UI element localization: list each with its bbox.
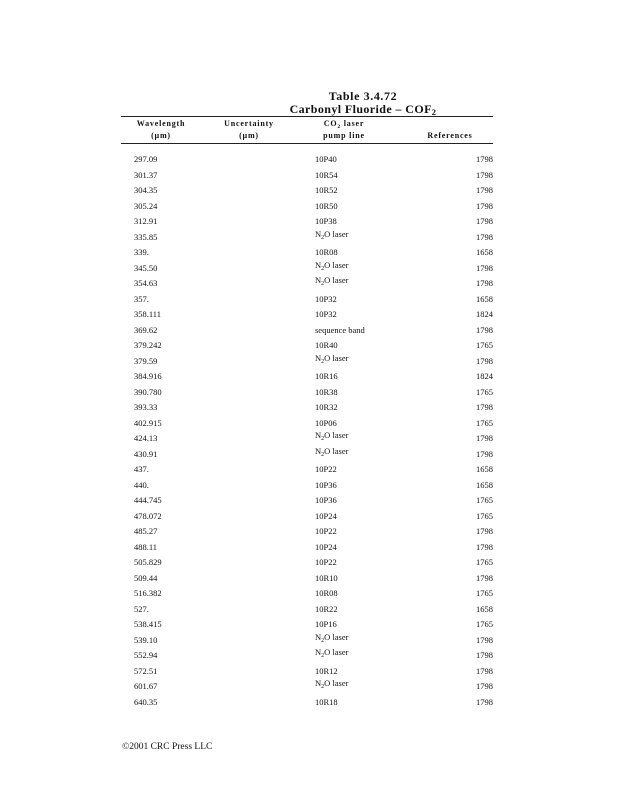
table-row — [0, 525, 617, 541]
reference-cell: 1798 — [476, 216, 493, 226]
wavelength-cell: 485.27 — [134, 526, 158, 536]
reference-cell: 1824 — [476, 309, 493, 319]
table-row — [0, 494, 617, 510]
table-row — [0, 386, 617, 402]
reference-cell: 1798 — [476, 650, 493, 660]
pump-line-cell: 10R12 — [315, 665, 338, 676]
pump-line-cell: $N_2O$ laser — [315, 228, 349, 241]
column-header-wavelength-line1: Wavelength — [136, 119, 186, 128]
wavelength-cell: 509.44 — [134, 572, 158, 583]
column-header-references: References — [427, 131, 473, 140]
pump-line-cell: 10R54 — [315, 169, 338, 180]
wavelength-cell: 527. — [134, 603, 149, 614]
column-header-uncertainty-line2: (µm) — [239, 131, 259, 140]
wavelength-cell: 488.11 — [134, 541, 158, 552]
pump-line-cell: 10R32 — [315, 402, 338, 412]
table-row — [0, 680, 617, 696]
column-header-pump-line1 — [310, 118, 378, 130]
pump-line-cell: $N_2O$ laser — [315, 647, 349, 659]
reference-cell: 1798 — [476, 200, 493, 211]
pump-line-cell: 10P36 — [315, 495, 337, 505]
pump-line-cell: 10P38 — [315, 216, 337, 226]
reference-cell: 1765 — [476, 557, 493, 567]
reference-cell: 1765 — [476, 619, 493, 629]
table-row — [0, 401, 617, 417]
header-bottom-rule — [121, 143, 493, 144]
reference-cell: 1798 — [476, 541, 493, 552]
reference-cell: 1798 — [476, 355, 493, 366]
table-row — [0, 370, 617, 386]
pump-line-cell: 10R50 — [315, 200, 338, 211]
reference-cell: 1658 — [476, 464, 493, 474]
pump-line-cell: 10R22 — [315, 603, 338, 614]
pump-line-cell: $N_2O$ laser — [315, 631, 349, 644]
table-row — [0, 665, 617, 681]
pump-line-cell: 10P32 — [315, 293, 337, 304]
pump-line-cell: 10P22 — [315, 464, 337, 474]
table-title-subscript: 2 — [431, 108, 437, 117]
pump-line-cell: 10R38 — [315, 386, 338, 397]
wavelength-cell: 384.916 — [134, 371, 162, 381]
reference-cell: 1765 — [476, 588, 493, 598]
table-title-text: Carbonyl Fluoride – COF — [289, 102, 432, 116]
table-caption — [233, 90, 493, 116]
reference-cell: 1798 — [476, 231, 493, 242]
wavelength-cell: 357. — [134, 293, 149, 304]
wavelength-cell: 335.85 — [134, 231, 158, 242]
table-row — [0, 417, 617, 433]
table-row — [0, 603, 617, 619]
wavelength-cell: 379.242 — [134, 340, 162, 350]
table-row — [0, 631, 617, 650]
table-row — [0, 463, 617, 479]
table-row — [0, 228, 617, 247]
table-row — [0, 153, 617, 169]
reference-cell: 1798 — [476, 185, 493, 195]
reference-cell: 1798 — [476, 169, 493, 180]
pump-line-cell: 10R18 — [315, 696, 338, 707]
wavelength-cell: 539.10 — [134, 634, 158, 645]
table-row — [0, 277, 617, 293]
pump-line-cell: $N_2O$ laser — [315, 430, 349, 442]
table-row — [0, 510, 617, 526]
pump-line-cell: 10R08 — [315, 247, 338, 257]
wavelength-cell: 339. — [134, 247, 149, 257]
wavelength-cell: 437. — [134, 464, 149, 474]
table-row — [0, 215, 617, 231]
wavelength-cell: 305.24 — [134, 200, 158, 211]
table-row — [0, 445, 617, 464]
table-row — [0, 352, 617, 371]
reference-cell: 1798 — [476, 433, 493, 443]
table-row — [0, 479, 617, 495]
table-row — [0, 696, 617, 712]
table-row — [0, 308, 617, 324]
wavelength-cell: 369.62 — [134, 324, 158, 335]
pump-line-cell: 10R52 — [315, 185, 338, 195]
reference-cell: 1765 — [476, 417, 493, 428]
pump-line-cell: 10P32 — [315, 309, 337, 319]
column-header-pump-line — [310, 118, 378, 142]
reference-cell: 1798 — [476, 324, 493, 335]
table-row — [0, 572, 617, 588]
wavelength-cell: 516.382 — [134, 588, 162, 598]
pump-line-cell: 10R40 — [315, 340, 338, 350]
table-title — [233, 103, 493, 116]
wavelength-cell: 354.63 — [134, 278, 158, 288]
table-row — [0, 184, 617, 200]
table-row — [0, 339, 617, 355]
reference-cell: 1824 — [476, 371, 493, 381]
reference-cell: 1658 — [476, 603, 493, 614]
reference-cell: 1798 — [476, 526, 493, 536]
wavelength-cell: 552.94 — [134, 650, 158, 660]
reference-cell: 1798 — [476, 572, 493, 583]
wavelength-cell: 430.91 — [134, 448, 158, 459]
table-row — [0, 169, 617, 185]
table-row — [0, 200, 617, 216]
wavelength-cell: 424.13 — [134, 433, 158, 443]
pump-line-cell: 10P36 — [315, 479, 337, 490]
copyright-footer: ©2001 CRC Press LLC — [122, 742, 213, 752]
pump-header-subscript: 2 — [337, 124, 341, 130]
pump-line-cell: 10P22 — [315, 526, 337, 536]
wavelength-cell: 379.59 — [134, 355, 158, 366]
reference-cell: 1798 — [476, 154, 493, 164]
pump-line-cell: $N_2O$ laser — [315, 352, 349, 365]
table-row — [0, 587, 617, 603]
reference-cell: 1658 — [476, 293, 493, 304]
table-row — [0, 293, 617, 309]
column-header-wavelength-line2: (µm) — [151, 131, 171, 140]
reference-cell: 1798 — [476, 696, 493, 707]
pump-line-cell: 10P24 — [315, 510, 337, 521]
table-body — [0, 153, 617, 711]
reference-cell: 1765 — [476, 386, 493, 397]
column-header-wavelength — [128, 118, 194, 142]
pump-line-cell: $N_2O$ laser — [315, 678, 349, 690]
column-header-pump-line2: pump line — [323, 131, 365, 140]
reference-cell: 1798 — [476, 448, 493, 459]
pump-line-cell: $N_2O$ laser — [315, 445, 349, 458]
column-header-uncertainty — [214, 118, 284, 142]
pump-line-cell: 10P16 — [315, 619, 337, 629]
reference-cell: 1798 — [476, 262, 493, 273]
pump-line-cell: $N_2O$ laser — [315, 259, 349, 272]
wavelength-cell: 478.072 — [134, 510, 162, 521]
pump-header-co: CO — [323, 119, 338, 128]
wavelength-cell: 572.51 — [134, 665, 158, 676]
pump-line-cell: 10P06 — [315, 417, 337, 428]
column-header-uncertainty-line1: Uncertainty — [224, 119, 274, 128]
wavelength-cell: 312.91 — [134, 216, 158, 226]
wavelength-cell: 345.50 — [134, 262, 158, 273]
pump-line-cell: 10P24 — [315, 541, 337, 552]
table-row — [0, 259, 617, 278]
table-row — [0, 324, 617, 340]
header-top-rule — [121, 116, 493, 117]
wavelength-cell: 538.415 — [134, 619, 162, 629]
pump-line-cell: $N_2O$ laser — [315, 275, 349, 287]
wavelength-cell: 390.780 — [134, 386, 162, 397]
wavelength-cell: 640.35 — [134, 696, 158, 707]
wavelength-cell: 393.33 — [134, 402, 158, 412]
table-row — [0, 649, 617, 665]
table-row — [0, 556, 617, 572]
wavelength-cell: 402.915 — [134, 417, 162, 428]
wavelength-cell: 601.67 — [134, 681, 158, 691]
pump-line-cell: 10P22 — [315, 557, 337, 567]
pump-line-cell: 10P40 — [315, 154, 337, 164]
pump-line-cell: sequence band — [315, 324, 365, 335]
reference-cell: 1765 — [476, 340, 493, 350]
wavelength-cell: 505.829 — [134, 557, 162, 567]
table-row — [0, 618, 617, 634]
reference-cell: 1658 — [476, 479, 493, 490]
wavelength-cell: 444.745 — [134, 495, 162, 505]
reference-cell: 1798 — [476, 665, 493, 676]
wavelength-cell: 297.09 — [134, 154, 158, 164]
reference-cell: 1798 — [476, 681, 493, 691]
pump-line-cell: 10R16 — [315, 371, 338, 381]
reference-cell: 1798 — [476, 402, 493, 412]
wavelength-cell: 301.37 — [134, 169, 158, 180]
table-number: Table 3.4.72 — [328, 89, 398, 103]
reference-cell: 1658 — [476, 247, 493, 257]
table-row — [0, 246, 617, 262]
pump-header-laser: laser — [340, 119, 365, 128]
reference-cell: 1798 — [476, 278, 493, 288]
wavelength-cell: 304.35 — [134, 185, 158, 195]
table-row — [0, 432, 617, 448]
table-row — [0, 541, 617, 557]
pump-line-cell: 10R10 — [315, 572, 338, 583]
wavelength-cell: 358.111 — [134, 309, 161, 319]
reference-cell: 1765 — [476, 510, 493, 521]
pump-line-cell: 10R08 — [315, 588, 338, 598]
wavelength-cell: 440. — [134, 479, 149, 490]
reference-cell: 1798 — [476, 634, 493, 645]
reference-cell: 1765 — [476, 495, 493, 505]
